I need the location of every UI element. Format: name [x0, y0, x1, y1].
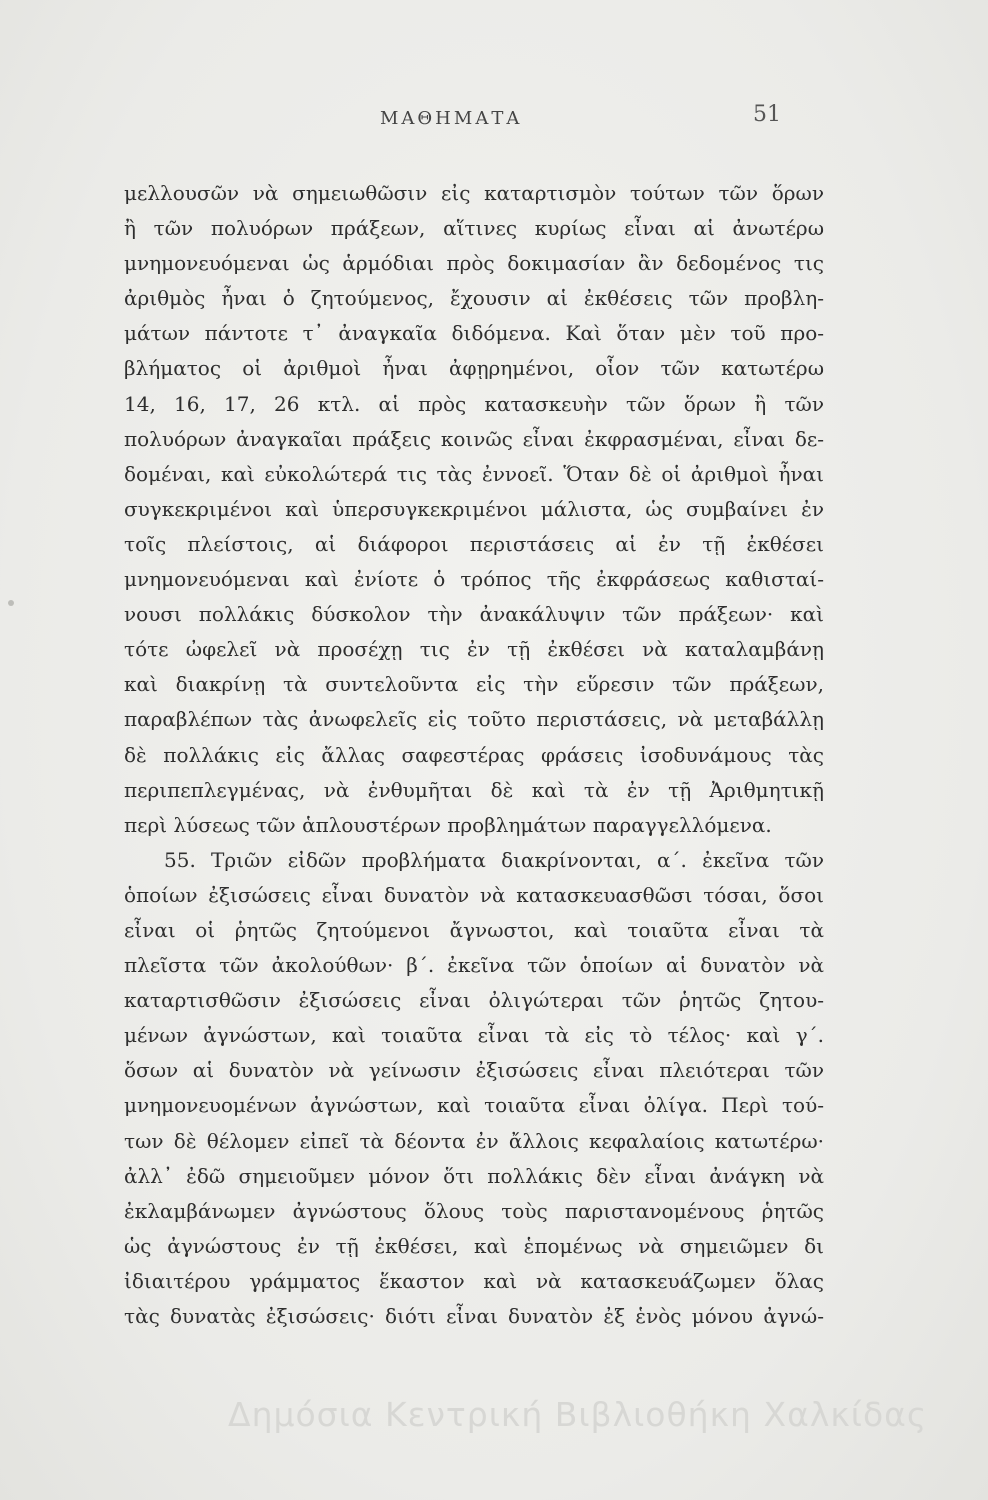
- text-line: περὶ λύσεως τῶν ἁπλουστέρων προβλημάτων παραγγελλόμενα.: [124, 812, 772, 837]
- text-line: των δὲ θέλομεν εἰπεῖ τὰ δέοντα ἐν ἄλλοις κεφαλαίοις κατωτέρω·: [124, 1128, 824, 1153]
- text-line: πολυόρων ἀναγκαῖαι πράξεις κοινῶς εἶναι ἐκφρασμέναι, εἶναι δε-: [124, 426, 824, 451]
- text-line: μένων ἀγνώστων, καὶ τοιαῦτα εἶναι τὰ εἰς τὸ τέλος· καὶ γ΄.: [124, 1023, 824, 1048]
- text-line: ἀλλ᾽ ἐδῶ σημειοῦμεν μόνον ὅτι πολλάκις δὲν εἶναι ἀνάγκη νὰ: [124, 1163, 824, 1188]
- text-line: δὲ πολλάκις εἰς ἄλλας σαφεστέρας φράσεις ἰσοδυνάμους τὰς: [124, 742, 824, 767]
- text-line: νουσι πολλάκις δύσκολον τὴν ἀνακάλυψιν τῶν πράξεων· καὶ: [124, 602, 824, 627]
- text-line: παραβλέπων τὰς ἀνωφελεῖς εἰς τοῦτο περιστάσεις, νὰ μεταβάλλῃ: [124, 707, 824, 732]
- body-text: [124, 176, 824, 1334]
- text-line: τὰς δυνατὰς ἐξισώσεις· διότι εἶναι δυνατὸν ἐξ ἑνὸς μόνου ἀγνώ-: [124, 1304, 824, 1328]
- margin-speck: [8, 600, 14, 606]
- text-line: εἶναι οἱ ῥητῶς ζητούμενοι ἄγνωστοι, καὶ τοιαῦτα εἶναι τὰ: [124, 917, 824, 942]
- paragraph-start-line: 55. Τριῶν εἰδῶν προβλήματα διακρίνονται, α΄. ἐκεῖνα τῶν: [164, 847, 824, 872]
- text-line: βλήματος οἱ ἀριθμοὶ ἦναι ἀφῃρημένοι, οἷον τῶν κατωτέρω: [124, 356, 824, 381]
- text-line: μνημονευόμεναι καὶ ἐνίοτε ὁ τρόπος τῆς ἐκφράσεως καθισταί-: [124, 567, 824, 592]
- text-line: τοῖς πλείστοις, αἱ διάφοροι περιστάσεις αἱ ἐν τῇ ἐκθέσει: [124, 531, 824, 556]
- text-line: 14, 16, 17, 26 κτλ. αἱ πρὸς κατασκευὴν τῶν ὅρων ἢ τῶν: [124, 391, 824, 416]
- text-line: μνημονευομένων ἀγνώστων, καὶ τοιαῦτα εἶναι ὀλίγα. Περὶ τού-: [124, 1093, 824, 1118]
- text-line: ἰδιαιτέρου γράμματος ἕκαστον καὶ νὰ κατασκευάζωμεν ὅλας: [124, 1268, 824, 1293]
- text-line: μελλουσῶν νὰ σημειωθῶσιν εἰς καταρτισμὸν τούτων τῶν ὅρων: [124, 181, 824, 205]
- library-watermark: Δημόσια Κεντρική Βιβλιοθήκη Χαλκίδας: [228, 1395, 928, 1434]
- running-title: ΜΑΘΗΜΑΤΑ: [380, 108, 523, 129]
- text-line: καταρτισθῶσιν ἐξισώσεις εἶναι ὀλιγώτεραι τῶν ῥητῶς ζητου-: [124, 988, 824, 1013]
- text-line: περιπεπλεγμένας, νὰ ἐνθυμῆται δὲ καὶ τὰ ἐν τῇ Ἀριθμητικῇ: [124, 777, 824, 802]
- text-line: μάτων πάντοτε τ᾽ ἀναγκαῖα διδόμενα. Καὶ ὅταν μὲν τοῦ προ-: [124, 321, 824, 346]
- page-number: 51: [753, 102, 781, 127]
- text-line: τότε ὠφελεῖ νὰ προσέχῃ τις ἐν τῇ ἐκθέσει νὰ καταλαμβάνῃ: [124, 637, 824, 662]
- text-line: συγκεκριμένοι καὶ ὑπερσυγκεκριμένοι μάλιστα, ὡς συμβαίνει ἐν: [124, 496, 824, 521]
- text-line: πλεῖστα τῶν ἀκολούθων· β΄. ἐκεῖνα τῶν ὁποίων αἱ δυνατὸν νὰ: [124, 953, 824, 978]
- text-line: δομέναι, καὶ εὐκολώτερά τις τὰς ἐννοεῖ. Ὅταν δὲ οἱ ἀριθμοὶ ἦναι: [124, 461, 824, 486]
- text-line: καὶ διακρίνῃ τὰ συντελοῦντα εἰς τὴν εὕρεσιν τῶν πράξεων,: [124, 672, 824, 697]
- text-line: ὅσων αἱ δυνατὸν νὰ γείνωσιν ἐξισώσεις εἶναι πλειότεραι τῶν: [124, 1058, 824, 1083]
- text-line: μνημονευόμεναι ὡς ἁρμόδιαι πρὸς δοκιμασίαν ἂν δεδομένος τις: [124, 251, 824, 276]
- page-header: [0, 96, 988, 136]
- text-line: ἀριθμὸς ἦναι ὁ ζητούμενος, ἔχουσιν αἱ ἐκθέσεις τῶν προβλη-: [124, 286, 824, 311]
- text-line: ἢ τῶν πολυόρων πράξεων, αἵτινες κυρίως εἶναι αἱ ἀνωτέρω: [124, 216, 824, 241]
- text-line: ὁποίων ἐξισώσεις εἶναι δυνατὸν νὰ κατασκευασθῶσι τόσαι, ὅσοι: [124, 882, 824, 907]
- text-line: ὡς ἀγνώστους ἐν τῇ ἐκθέσει, καὶ ἑπομένως νὰ σημειῶμεν δι: [124, 1233, 824, 1258]
- text-line: ἐκλαμβάνωμεν ἀγνώστους ὅλους τοὺς παριστανομένους ῥητῶς: [124, 1198, 824, 1223]
